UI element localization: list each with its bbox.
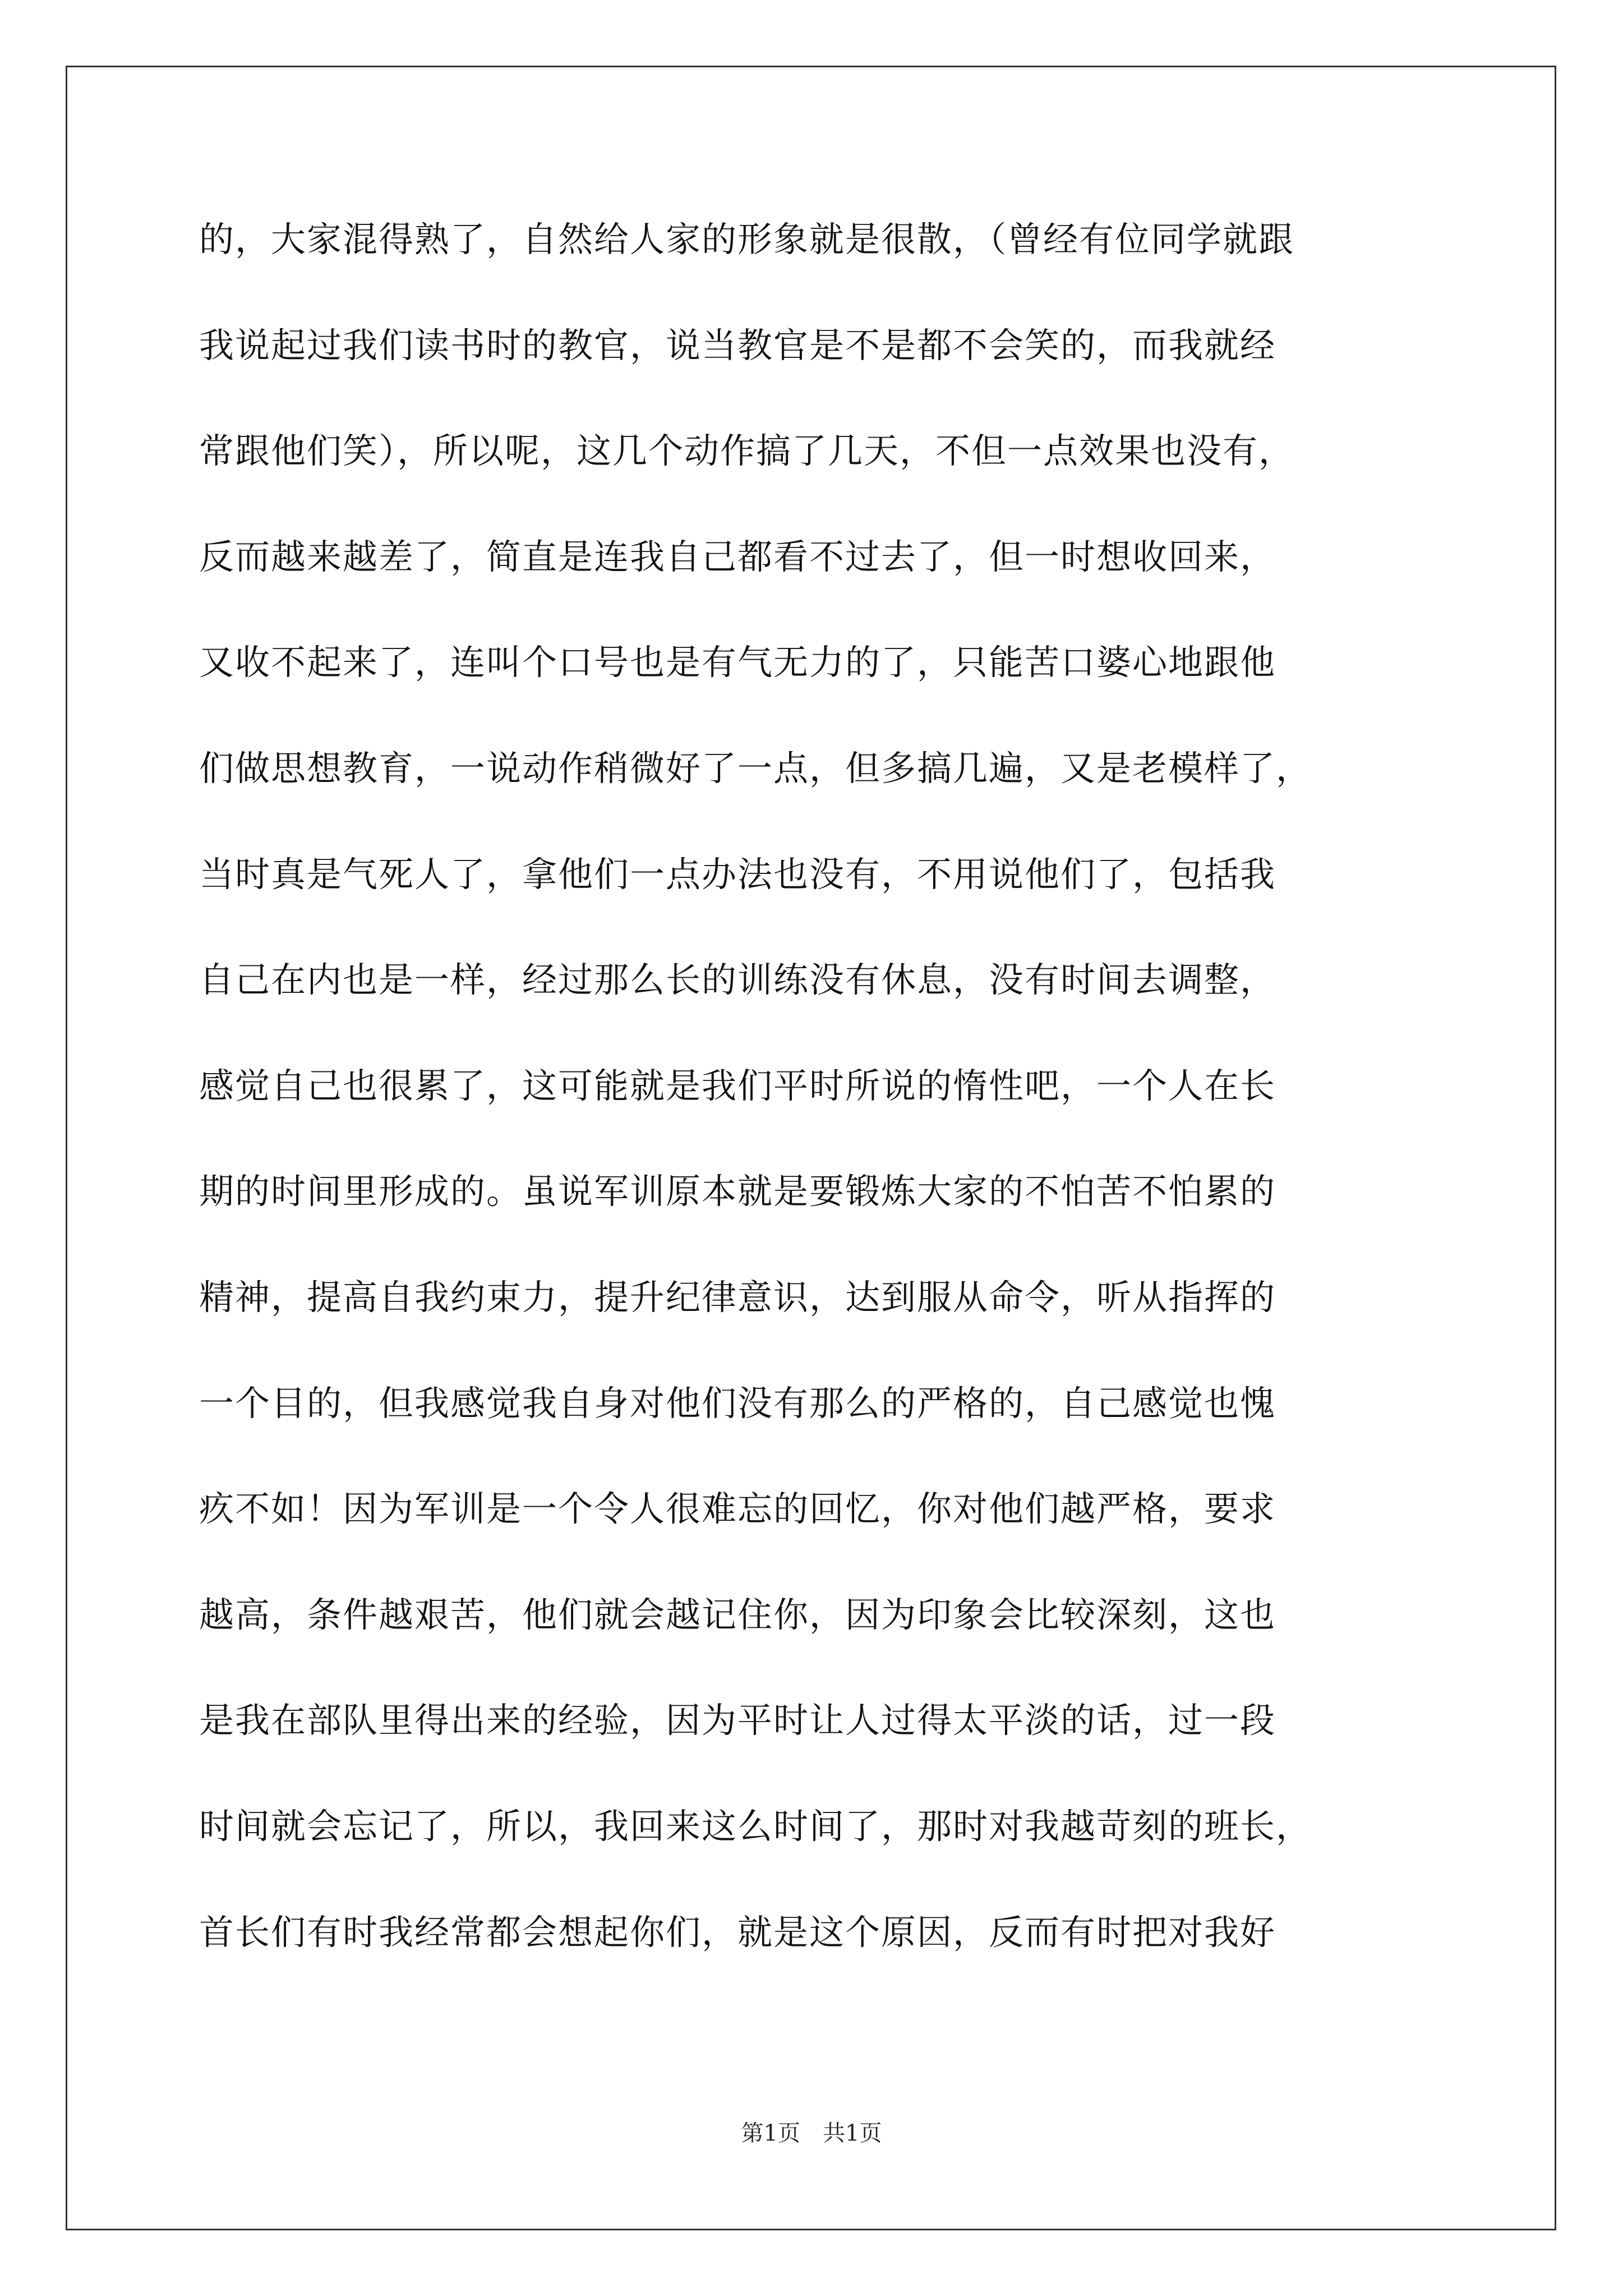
text-line: 感觉自己也很累了，这可能就是我们平时所说的惰性吧，一个人在长 (199, 1065, 1276, 1106)
text-line: 反而越来越差了，简直是连我自己都看不过去了，但一时想收回来， (199, 536, 1276, 577)
text-line: 当时真是气死人了，拿他们一点办法也没有，不用说他们了，包括我 (199, 853, 1276, 895)
body-text (199, 220, 1433, 2018)
text-line: 是我在部队里得出来的经验，因为平时让人过得太平淡的话，过一段 (199, 1700, 1276, 1741)
text-line: 一个目的，但我感觉我自身对他们没有那么的严格的，自己感觉也愧 (199, 1382, 1276, 1424)
text-line: 精神，提高自我约束力，提升纪律意识，达到服从命令，听从指挥的 (199, 1276, 1276, 1318)
text-line: 又收不起来了，连叫个口号也是有气无力的了，只能苦口婆心地跟他 (199, 642, 1276, 683)
text-line: 们做思想教育，一说动作稍微好了一点，但多搞几遍，又是老模样了， (199, 747, 1312, 789)
text-line: 我说起过我们读书时的教官，说当教官是不是都不会笑的，而我就经 (199, 324, 1276, 366)
text-line: 首长们有时我经常都会想起你们，就是这个原因，反而有时把对我好 (199, 1911, 1276, 1953)
text-line: 常跟他们笑），所以呢，这几个动作搞了几天，不但一点效果也没有， (199, 430, 1295, 472)
text-line: 自己在内也是一样，经过那么长的训练没有休息，没有时间去调整， (199, 959, 1276, 1001)
text-line: 疚不如！因为军训是一个令人很难忘的回忆，你对他们越严格，要求 (199, 1488, 1276, 1530)
text-line: 的，大家混得熟了，自然给人家的形象就是很散，（曾经有位同学就跟 (199, 219, 1295, 260)
text-line: 时间就会忘记了，所以，我回来这么时间了，那时对我越苛刻的班长， (199, 1805, 1312, 1847)
page-number-footer: 第1页 共1页 (741, 2120, 882, 2146)
text-line: 越高，条件越艰苦，他们就会越记住你，因为印象会比较深刻，这也 (199, 1594, 1276, 1635)
text-line: 期的时间里形成的。虽说军训原本就是要锻炼大家的不怕苦不怕累的 (199, 1171, 1276, 1212)
